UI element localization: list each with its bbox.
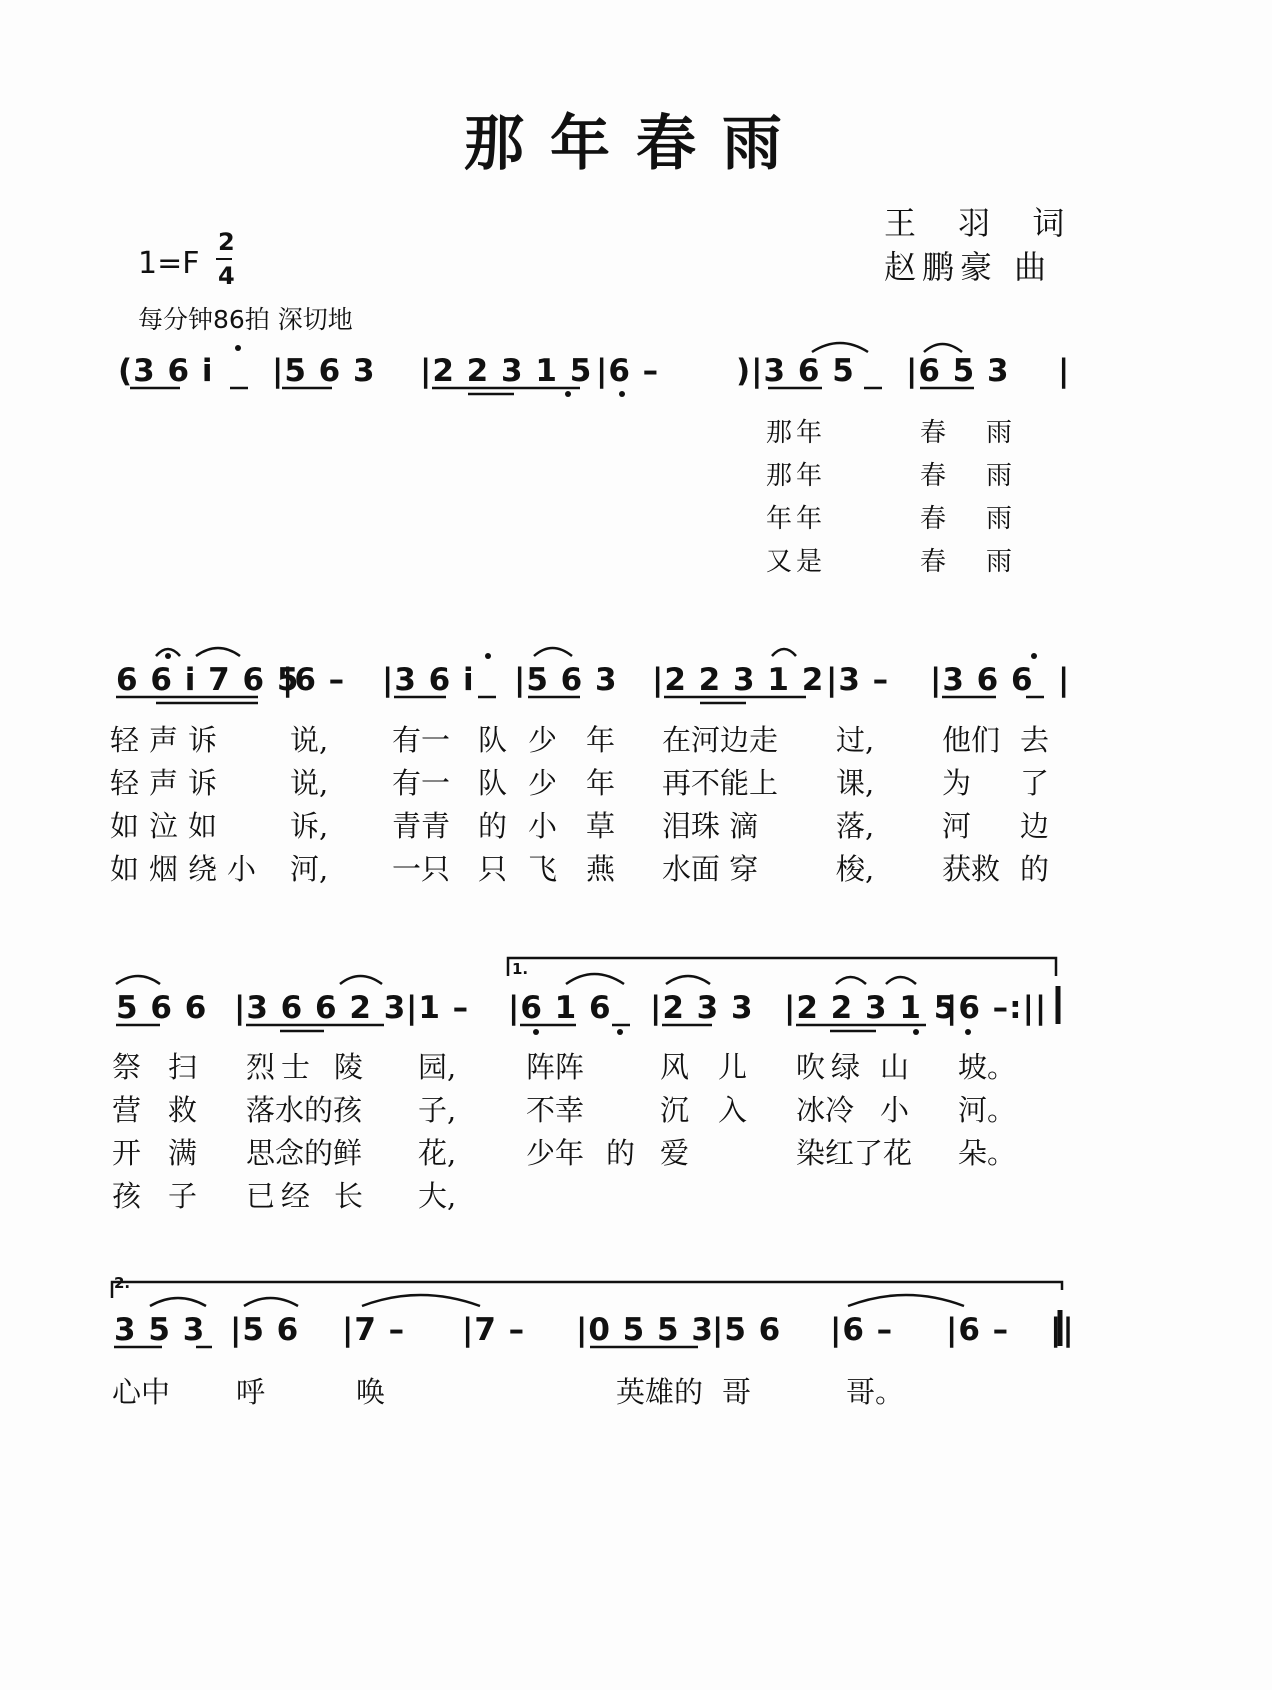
system1-measure-2: |6 5 3 — [906, 353, 1010, 389]
slur — [362, 1295, 480, 1306]
time-signature-bottom: 4 — [218, 262, 235, 290]
system4-measure-7: |6 – — [830, 1312, 894, 1348]
slur — [150, 1298, 206, 1306]
system4-measure-6: |5 6 — [712, 1312, 782, 1348]
system3-measure-6: |2 2 3 1 5 — [784, 990, 957, 1026]
tempo-marking: 每分钟86拍 深切地 — [138, 305, 353, 334]
system3-measure-7: |6 –:|| — [946, 990, 1048, 1026]
slur — [116, 976, 160, 984]
system1-measure-intro-3: |2 2 3 1 5 — [420, 353, 593, 389]
key-signature: 1=F — [138, 246, 200, 281]
system1-measure-intro-2: |5 6 3 — [272, 353, 376, 389]
system2-measure-6: |3 – — [826, 662, 890, 698]
system3-measure-4: |6 1 6 — [508, 990, 612, 1026]
octave-dot — [165, 653, 171, 659]
system4-measure-5: |0 5 5 3 — [576, 1312, 714, 1348]
slur — [196, 648, 240, 656]
system4-measure-2: |5 6 — [230, 1312, 300, 1348]
slur — [812, 343, 868, 352]
song-title: 那年春雨 — [464, 109, 808, 179]
system4-measure-8: |6 – — [946, 1312, 1010, 1348]
slur — [848, 1295, 964, 1306]
slur — [836, 977, 866, 984]
slur — [340, 976, 382, 984]
system2-measure-7: |3 6 6 — [930, 662, 1034, 698]
slur — [886, 977, 916, 984]
system3-measure-5: |2 3 3 — [650, 990, 754, 1026]
octave-dot — [913, 1029, 919, 1035]
octave-dot — [619, 391, 625, 397]
lyricist-credit: 王 羽 词 — [884, 204, 1081, 242]
system3-measure-2: |3 6 6 2 3 — [234, 990, 407, 1026]
system3-measure-3: |1 – — [406, 990, 470, 1026]
system2-measure-1: 6 6 i 7 6 5 — [116, 662, 300, 698]
system2-measure-4: |5 6 3 — [514, 662, 618, 698]
system4-final-bar: || — [1050, 1312, 1075, 1348]
octave-dot — [965, 1029, 971, 1035]
slur — [772, 649, 796, 656]
score-page: 那年春雨 王 羽 词 赵鹏豪 曲 1=F 2 4 每分钟86拍 深切地 (3 6 i |5 6 3 |2 2 3 1 5 |6 – )|3 6 5 |6 5 3 | 那年 春 雨 那年 春 雨 年年 春 雨 又是 春 雨 6 6 i 7 6 5 |6 – |3 6 i |5 6 3 |2 2 3 1 2 |3 – |3 6 6 | 轻声诉 说, 有一 队 少 年 在河边走 过, 他们 去 轻声诉 说, 有一 队 少 年 再不能上 课, 为 了 如泣如 诉, 青青 的 小 草 泪珠 滴 落, 河 边 如烟绕小 河, 一只 只 飞 燕 水面 穿 梭, 获救 的 1. 5 6 6 |3 6 6 2 3 |1 – |6 1 6 |2 3 3 |2 2 3 1 5 |6 –:|| 祭 扫 烈士 陵 园, 阵阵 风 儿 吹绿 山 坡。 营 救 落水的孩 子, 不幸 沉 入 冰冷 小 河。 开 满 思念的鲜 花, 少年 的 爱 染红了花 朵。 孩 子 已经 长 大, 2. 3 5 3 |5 6 |7 – |7 – |0 5 5 3 |5 6 |6 – |6 – || 心中 呼 唤 英雄的 哥 哥。 — [0, 0, 1272, 1690]
system2-measure-2: |6 – — [282, 662, 346, 698]
second-ending-label: 2. — [114, 1274, 131, 1292]
octave-dot — [617, 1029, 623, 1035]
system1-end-bar: | — [1058, 353, 1071, 389]
octave-dot — [565, 391, 571, 397]
slur — [924, 344, 962, 352]
system3-measure-1: 5 6 6 — [116, 990, 208, 1026]
slur — [566, 974, 624, 984]
composer-credit: 赵鹏豪 曲 — [884, 248, 1053, 286]
system2-measure-5: |2 2 3 1 2 — [652, 662, 825, 698]
octave-dot — [235, 345, 241, 351]
octave-dot — [1031, 653, 1037, 659]
slur — [244, 1298, 298, 1306]
first-ending-label: 1. — [512, 960, 529, 978]
system1-measure-intro-4: |6 – — [596, 353, 660, 389]
system1-measure-1: )|3 6 5 — [736, 353, 855, 389]
octave-dot — [533, 1029, 539, 1035]
system4-measure-1: 3 5 3 — [114, 1312, 206, 1348]
system2-end-bar: | — [1058, 662, 1071, 698]
system2-measure-3: |3 6 i — [382, 662, 475, 698]
octave-dot — [485, 653, 491, 659]
system1-measure-intro-1: (3 6 i — [118, 353, 214, 389]
slur — [666, 976, 710, 984]
slur — [534, 648, 572, 656]
system4-measure-4: |7 – — [462, 1312, 526, 1348]
time-signature-top: 2 — [218, 228, 235, 256]
system4-measure-3: |7 – — [342, 1312, 406, 1348]
